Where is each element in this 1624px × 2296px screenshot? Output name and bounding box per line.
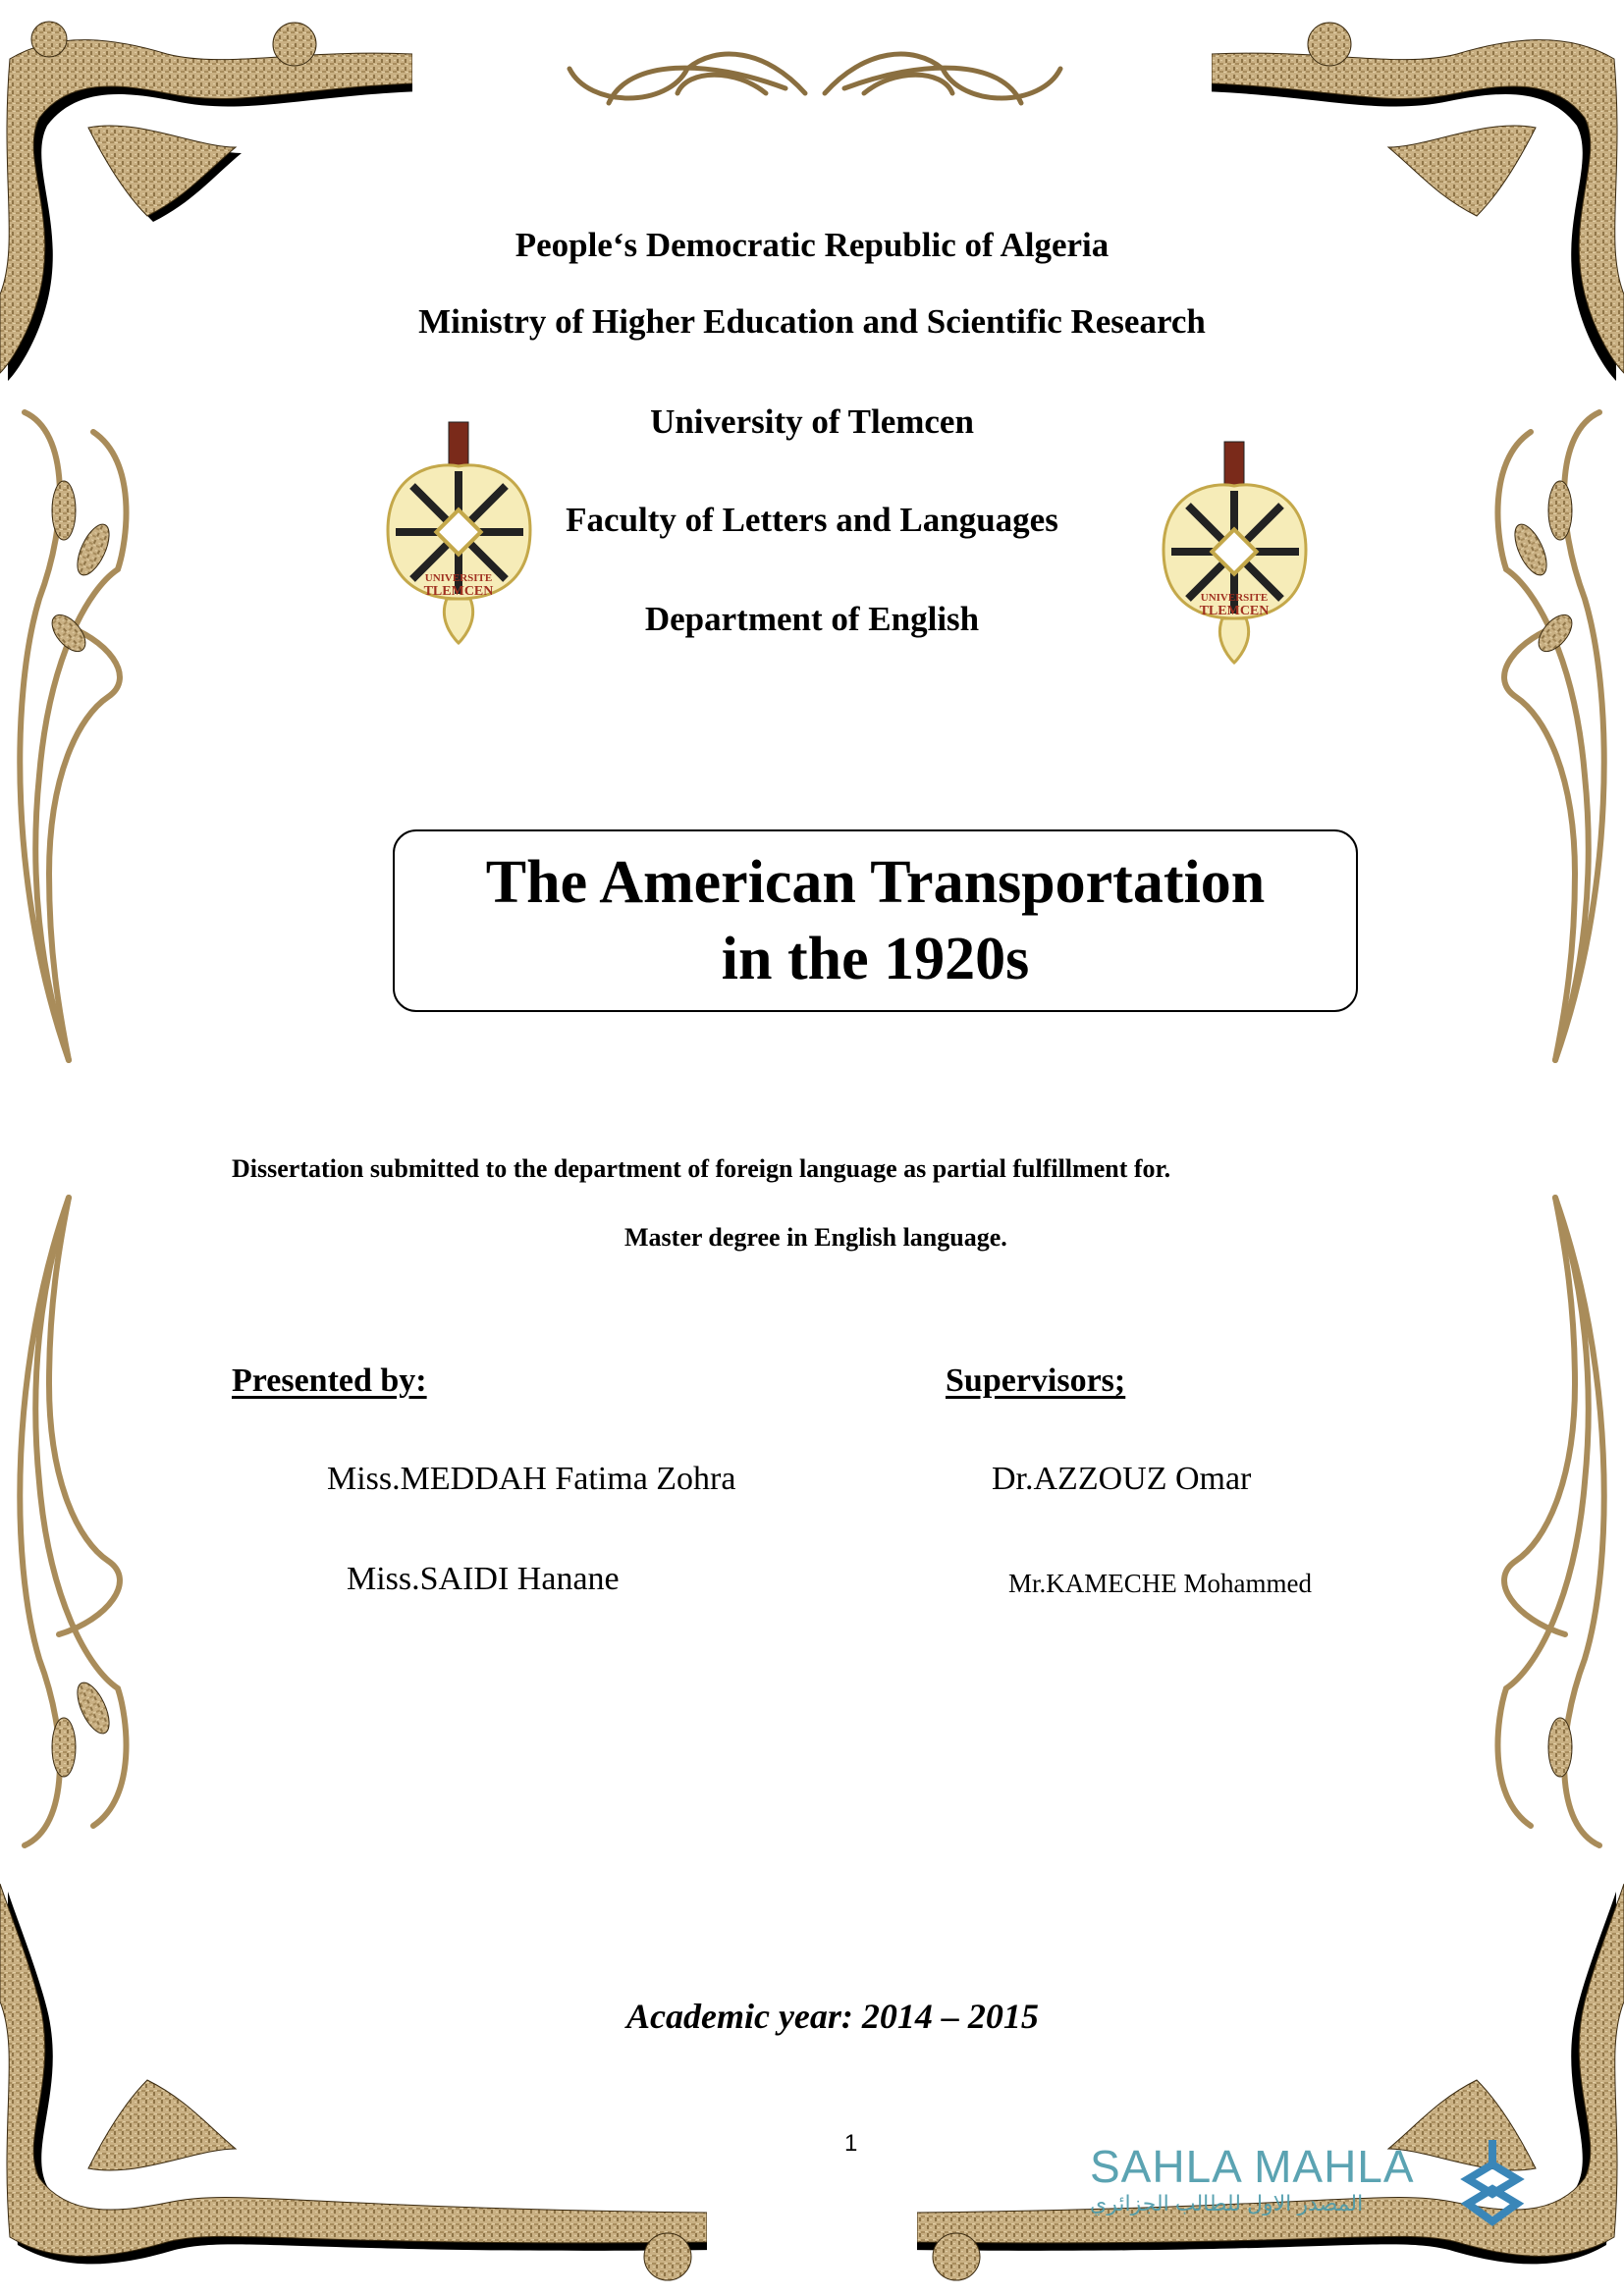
right-side-flourish-lower xyxy=(1467,1178,1624,1865)
supervisor-name: Mr.KAMECHE Mohammed xyxy=(1008,1569,1312,1598)
watermark-subtitle: المصدر الاول للطالب الجزائري xyxy=(1090,2191,1364,2216)
presented-by-label: Presented by: xyxy=(232,1362,427,1399)
dissertation-title-box xyxy=(393,829,1358,1012)
corner-ornament-bottom-left xyxy=(0,1884,707,2296)
sahla-mahla-watermark xyxy=(1090,2140,1532,2238)
ministry-heading: Ministry of Higher Education and Scientific Research xyxy=(418,302,1206,341)
student-name: Miss.MEDDAH Fatima Zohra xyxy=(327,1461,736,1497)
left-side-flourish-lower xyxy=(0,1178,157,1865)
degree-statement: Master degree in English language. xyxy=(624,1223,1007,1252)
svg-text:TLEMCEN: TLEMCEN xyxy=(423,584,494,599)
watermark-title: SAHLA MAHLA xyxy=(1090,2141,1415,2192)
student-name: Miss.SAIDI Hanane xyxy=(347,1561,620,1597)
university-crest-icon xyxy=(378,412,540,648)
faculty-heading: Faculty of Letters and Languages xyxy=(566,501,1058,539)
svg-text:TLEMCEN: TLEMCEN xyxy=(1199,604,1270,618)
country-heading: People‘s Democratic Republic of Algeria xyxy=(514,226,1110,264)
watermark-logo-icon xyxy=(1458,2135,1527,2228)
title-line-2: in the 1920s xyxy=(721,926,1030,992)
university-heading: University of Tlemcen xyxy=(650,402,974,441)
top-center-flourish xyxy=(550,39,1080,118)
svg-text:UNIVERSITE: UNIVERSITE xyxy=(424,572,493,584)
supervisors-label: Supervisors; xyxy=(946,1362,1126,1399)
page-number: 1 xyxy=(844,2130,858,2157)
university-crest-icon-right xyxy=(1154,432,1316,667)
academic-year: Academic year: 2014 – 2015 xyxy=(626,1997,1039,2036)
svg-text:UNIVERSITE: UNIVERSITE xyxy=(1200,592,1269,604)
supervisor-name: Dr.AZZOUZ Omar xyxy=(992,1461,1252,1497)
title-line-1: The American Transportation xyxy=(485,849,1266,916)
submission-statement: Dissertation submitted to the department of foreign language as partial fulfillment for. xyxy=(232,1154,1171,1183)
department-heading: Department of English xyxy=(644,600,980,638)
